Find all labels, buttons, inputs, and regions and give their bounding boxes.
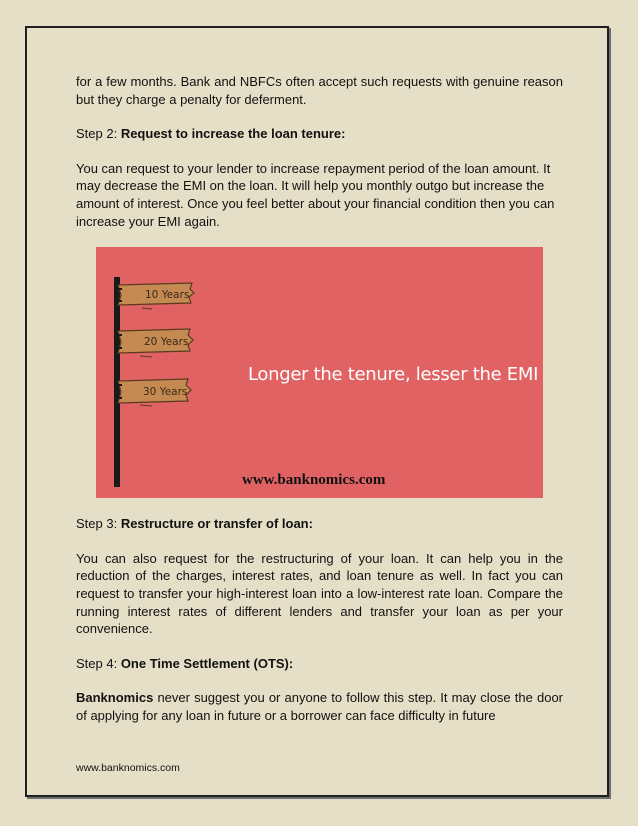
step3-paragraph: You can also request for the restructuring of your loan. It can help you in the reduction of the charges, interest rates, and loan tenure as well. In fact you can request to transfer your high-interest loan into a low-interest rate loan. Compare the running interest rates of different lenders and transfer your loan as per your convenience. — [76, 550, 563, 637]
step2-title: Request to increase the loan tenure: — [120, 126, 346, 142]
sign-label-3: 30 Years — [143, 386, 188, 399]
step4-text: never suggest you or anyone to follow this step. It may close the door of applying for any loan in future or a borrower can face difficulty in future — [76, 690, 563, 723]
step4-paragraph — [76, 689, 563, 724]
banner-url: www.banknomics.com — [242, 472, 386, 489]
step3-title: Restructure or transfer of loan: — [120, 516, 313, 532]
step4-brand: Banknomics — [76, 690, 154, 706]
banner-tagline: Longer the tenure, lesser the EMI — [248, 364, 539, 386]
step3-prefix: Step 3: — [76, 516, 121, 532]
footer-url: www.banknomics.com — [76, 762, 180, 774]
sign-label-2: 20 Years — [144, 336, 189, 349]
step3-heading — [76, 515, 563, 533]
sign-label-1: 10 Years — [145, 289, 190, 302]
step4-heading — [76, 655, 563, 673]
step4-prefix: Step 4: — [76, 655, 121, 671]
step2-prefix: Step 2: — [76, 126, 121, 142]
tenure-banner-image — [96, 247, 543, 498]
document-body — [76, 73, 563, 742]
step2-heading — [76, 125, 563, 143]
step4-title: One Time Settlement (OTS): — [120, 655, 294, 671]
step2-paragraph: You can request to your lender to increase repayment period of the loan amount. It may decrease the EMI on the loan. It will help you monthly outgo but increase the amount of interest. Once you feel better about your financial condition then you can increase your EMI again. — [76, 160, 555, 229]
intro-paragraph: for a few months. Bank and NBFCs often accept such requests with genuine reason but they charge a penalty for deferment. — [76, 74, 563, 107]
